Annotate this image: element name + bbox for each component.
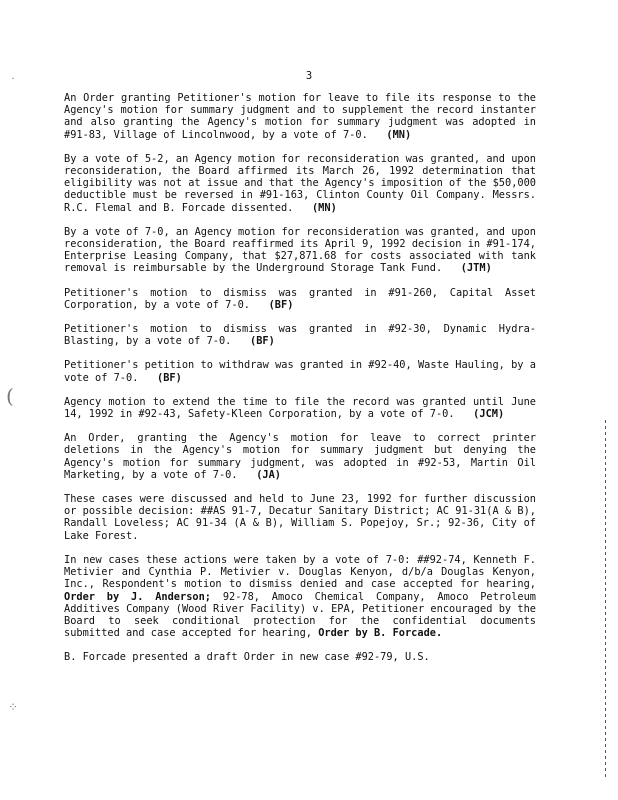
paragraph-1: An Order granting Petitioner's motion for leave to file its response to the Agency's motion for summary judgment and to supplement the record instanter and also granting the Agency's motion for summary judgment was adopted in #91-83, Village of Lincolnwood, by a vote of 7-0. (MN): [64, 92, 536, 141]
initials-1: (MN): [386, 128, 412, 141]
document-body: [64, 92, 536, 676]
paragraph-7: Agency motion to extend the time to file the record was granted until June 14, 1992 in #92-43, Safety-Kleen Corporation, by a vote of 7-0. (JCM): [64, 395, 536, 421]
initials-5: (BF): [250, 335, 275, 348]
paragraph-3: By a vote of 7-0, an Agency motion for reconsideration was granted, and upon reconsideration, the Board reaffirmed its April 9, 1992 decision in #91-174, Enterprise Leasing Company, that $27,871.68 for costs associated with tank removal is reimbursable by the Underground Storage Tank Fund. (JTM): [64, 225, 536, 275]
paragraph-last: B. Forcade presented a draft Order in new case #92-79, U.S.: [64, 651, 430, 664]
initials-3: (JTM): [460, 262, 492, 275]
paragraph-6: Petitioner's petition to withdraw was granted in #92-40, Waste Hauling, by a vote of 7-0. (BF): [64, 359, 536, 384]
paragraph-4: Petitioner's motion to dismiss was granted in #91-260, Capital Asset Corporation, by a vote of 7-0. (BF): [64, 286, 536, 311]
order-by-forcade: Order by B. Forcade.: [318, 627, 443, 640]
page-number: 3: [305, 70, 313, 82]
paragraph-new-cases: In new cases these actions were taken by a vote of 7-0: ##92-74, Kenneth F. Metivier and Cynthia P. Metivier v. Douglas Kenyon, d/b/a Douglas Kenyon, Inc., Respondent's motion to dismiss denied and case accepted for hearing, Order by J. Anderson; 92-78, Amoco Chemical Company, Amoco Petroleum Additives Company (Wood River Facility) v. EPA, Petitioner encouraged by the Board to seek conditional protection for the confidential documents submitted and case accepted for hearing, Order by B. Forcade.: [64, 553, 536, 640]
initials-7: (JCM): [473, 408, 505, 421]
paragraph-5: Petitioner's motion to dismiss was granted in #92-30, Dynamic Hydra-Blasting, by a vote of 7-0. (BF): [64, 323, 536, 348]
initials-6: (BF): [157, 371, 182, 384]
order-by-anderson: Order by J. Anderson;: [64, 590, 211, 603]
initials-2: (MN): [311, 201, 337, 214]
margin-speck-top: ˙: [10, 76, 16, 90]
paragraph-2: By a vote of 5-2, an Agency motion for reconsideration was granted, and upon reconsideration, the Board affirmed its March 26, 1992 determination that eligibility was not at issue and that the Agency's imposition of the $50,000 deductible must be reversed in #91-163, Clinton County Oil Company. Messrs. R.C. Flemal and B. Forcade dissented. (MN): [64, 152, 536, 214]
paragraph-9: These cases were discussed and held to June 23, 1992 for further discussion or possible decision: ##AS 91-7, Decatur Sanitary District; AC 91-31(A & B), Randall Loveless; AC 91-34 (A & B), William S. Popejoy, Sr.; 92-36, City of Lake Forest.: [64, 493, 536, 542]
right-edge-scan-line: [605, 420, 606, 780]
initials-8: (JA): [256, 468, 282, 481]
margin-bracket-left: (: [6, 384, 14, 408]
initials-4: (BF): [268, 298, 294, 311]
paragraph-8: An Order, granting the Agency's motion for leave to correct printer deletions in the Agency's motion for summary judgment but denying the Agency's motion for summary judgment, was adopted in #92-53, Martin Oil Marketing, by a vote of 7-0. (JA): [64, 432, 536, 481]
margin-smudge-bottom: ⁘: [8, 700, 19, 714]
